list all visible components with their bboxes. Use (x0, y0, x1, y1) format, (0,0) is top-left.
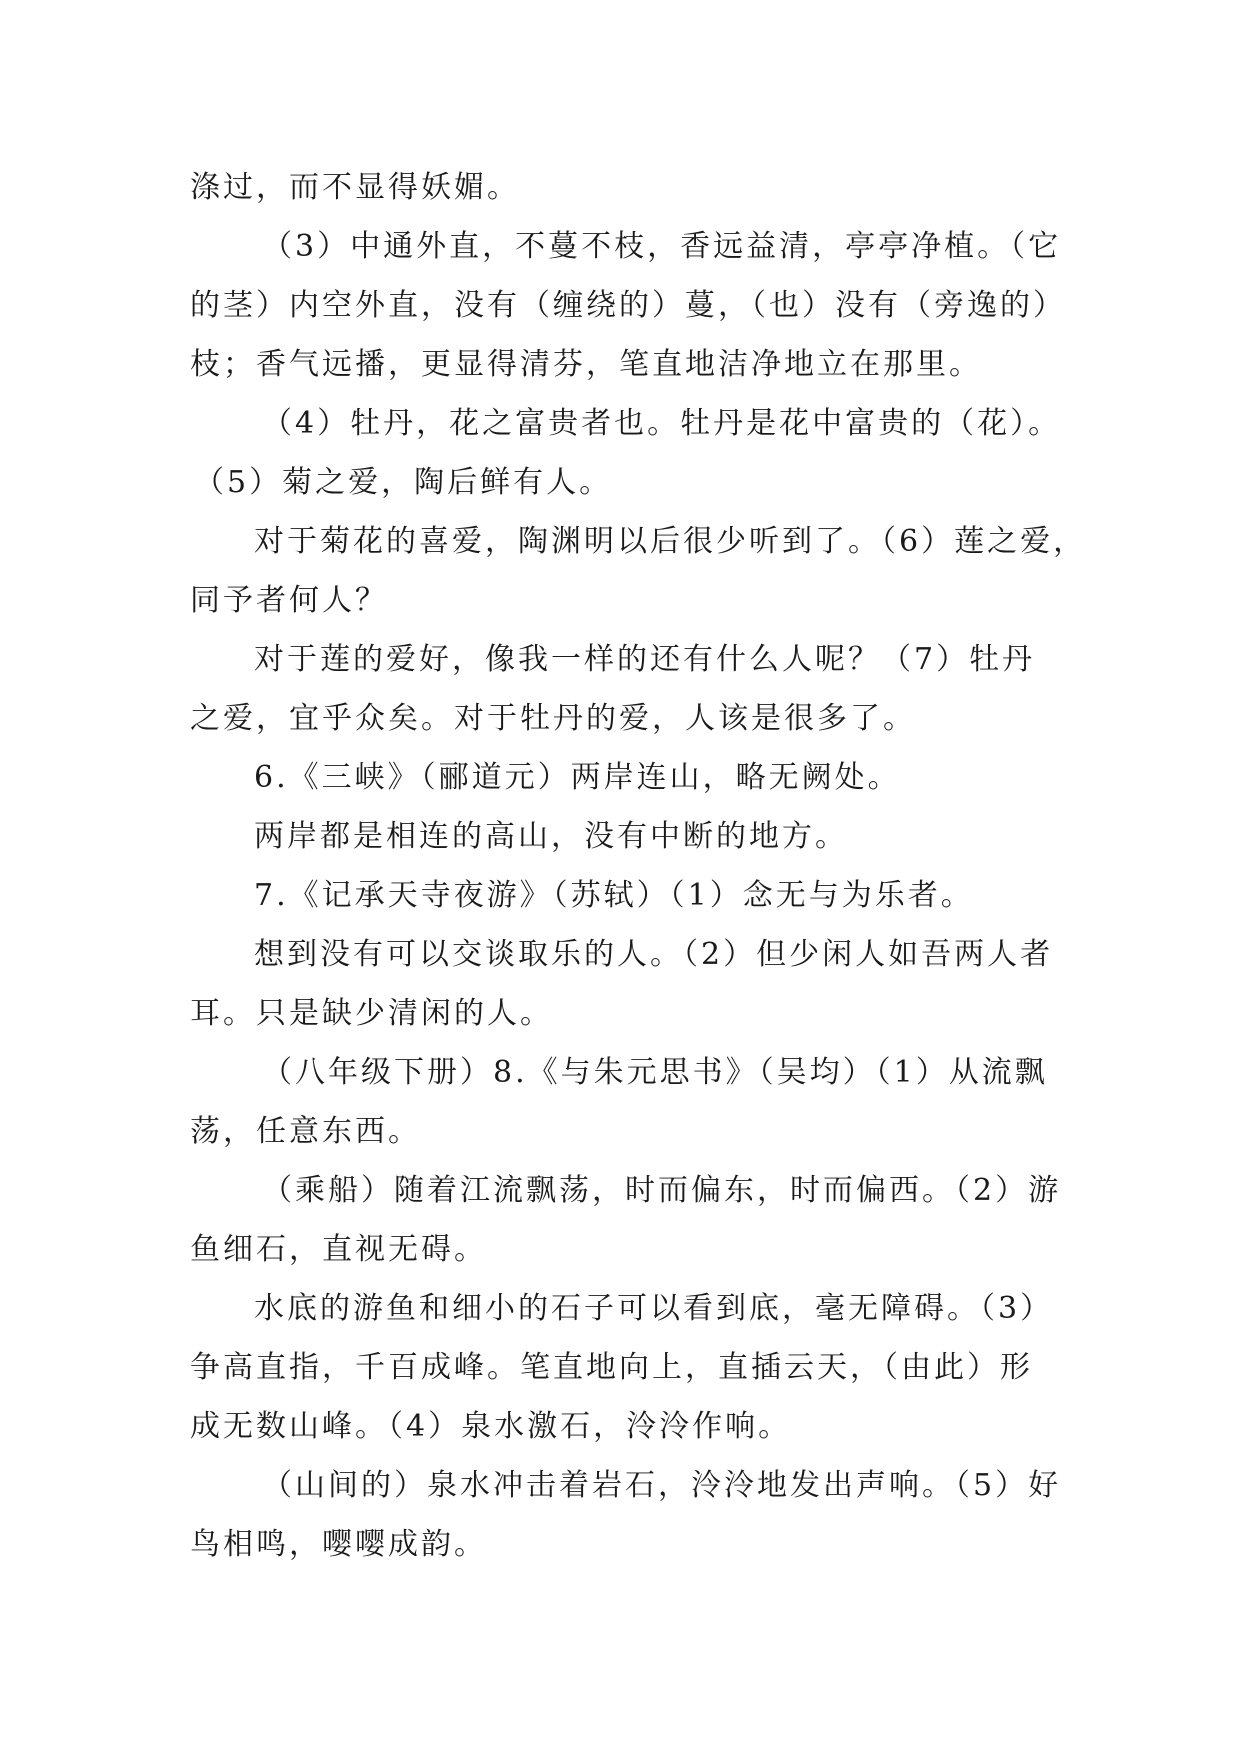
text-line: 想到没有可以交谈取乐的人。（2）但少闲人如吾两人者 (254, 937, 1054, 972)
document-body (190, 158, 1087, 1574)
text-line: （4）牡丹，花之富贵者也。牡丹是花中富贵的（花）。 (262, 406, 1062, 441)
text-line: （3）中通外直，不蔓不枝，香远益清，亭亭净植。（它 (262, 229, 1062, 264)
text-line: 成无数山峰。（4）泉水激石，泠泠作响。 (190, 1409, 792, 1444)
text-line: 对于菊花的喜爱，陶渊明以后很少听到了。（6）莲之爱， (254, 524, 1087, 559)
text-line: 水底的游鱼和细小的石子可以看到底，毫无障碍。（3） (254, 1291, 1054, 1326)
text-line: 之爱，宜乎众矣。对于牡丹的爱，人该是很多了。 (190, 701, 916, 736)
text-line: 对于莲的爱好，像我一样的还有什么人呢？（7）牡丹 (254, 642, 1036, 677)
text-line: 的茎）内空外直，没有（缠绕的）蔓，（也）没有（旁逸的） (190, 288, 1066, 323)
text-line: 涤过，而不显得妖媚。 (190, 170, 520, 205)
text-line: 同予者何人？ (190, 583, 388, 618)
text-line: 枝；香气远播，更显得清芬，笔直地洁净地立在那里。 (190, 347, 982, 382)
text-line: 两岸都是相连的高山，没有中断的地方。 (254, 819, 848, 854)
text-line: 荡，任意东西。 (190, 1114, 421, 1149)
text-line: （乘船）随着江流飘荡，时而偏东，时而偏西。（2）游 (262, 1173, 1062, 1208)
text-line: （八年级下册）8.《与朱元思书》（吴均）（1）从流飘 (262, 1055, 1048, 1090)
text-line: （5）菊之爱，陶后鲜有人。 (194, 465, 613, 500)
text-line: 7.《记承天寺夜游》（苏轼）（1）念无与为乐者。 (254, 878, 974, 913)
text-line: 6.《三峡》（郦道元）两岸连山，略无阙处。 (254, 760, 901, 795)
text-line: 争高直指，千百成峰。笔直地向上，直插云天，（由此）形 (190, 1350, 1033, 1385)
text-line: 鱼细石，直视无碍。 (190, 1232, 487, 1267)
text-line: 耳。只是缺少清闲的人。 (190, 996, 553, 1031)
text-line: （山间的）泉水冲击着岩石，泠泠地发出声响。（5）好 (262, 1468, 1062, 1503)
text-line: 鸟相鸣，嘤嘤成韵。 (190, 1527, 487, 1562)
